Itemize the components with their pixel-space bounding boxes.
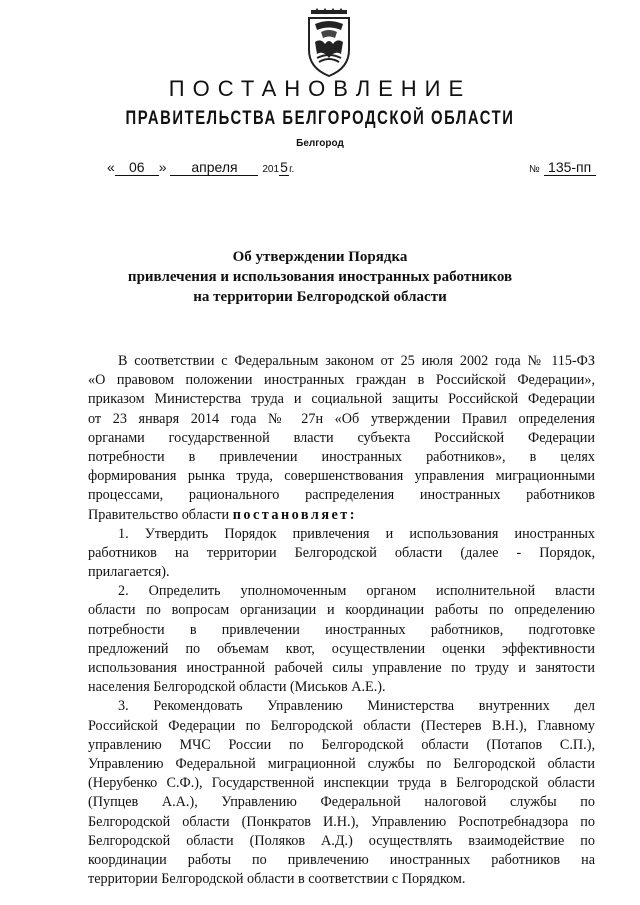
item-2-line: 2. Определить уполномоченным органом исполнительной власти [118, 583, 595, 600]
intro-paragraph-line: «О правовом положении иностранных граждан в Российской Федерации», [88, 372, 595, 389]
date-open-quote: « [107, 159, 115, 175]
date-day: 06 [115, 159, 159, 176]
intro-paragraph-line: процессами, рационального распределения иностранных работников [88, 487, 595, 504]
title-line: на территории Белгородской области [193, 289, 447, 305]
item-3-line: (Пупцев А.А.), Управлению Федеральной налоговой службы по [88, 794, 595, 811]
issuer-heading: ПРАВИТЕЛЬСТВА БЕЛГОРОДСКОЙ ОБЛАСТИ [125, 108, 515, 129]
item-2-line: использования иностранной рабочей силы управление по труду и занятости [88, 660, 595, 676]
item-1-line: 1. Утвердить Порядок привлечения и использования иностранных [118, 525, 595, 542]
coat-of-arms-icon [303, 8, 355, 80]
document-number [529, 159, 596, 176]
item-3-line: Белгородской области (Понкратов И.Н.), Управлению Роспотребнадзора по [88, 813, 595, 830]
title-line: Об утверждении Порядка [232, 249, 408, 265]
number-value: 135-пп [544, 159, 596, 176]
item-2-line: потребности в привлечении иностранных работников, подготовке [88, 621, 595, 638]
number-label: № [529, 164, 540, 175]
date-close-quote: » [158, 159, 167, 175]
date-line [107, 159, 294, 176]
intro-paragraph-line: органами государственной власти субъекта Российской Федерации [88, 429, 595, 446]
item-3-line: Российской Федерации по Белгородской области (Пестерев В.Н.), Главному [88, 717, 595, 734]
item-2-line: области по вопросам организации и координации работы по определению [88, 602, 595, 619]
intro-last-prefix: Правительство области [88, 506, 233, 523]
date-year-prefix: 201 [262, 164, 280, 175]
city-label: Белгород [296, 138, 344, 149]
document-title [100, 247, 540, 307]
intro-paragraph-line [88, 506, 595, 525]
item-2-line: населения Белгородской области (Миськов А.Е.). [88, 679, 386, 696]
intro-paragraph-line: приказом Министерства труда и социальной защиты Российской Федерации [88, 391, 595, 408]
item-3-line: координации работы по привлечению иностранных работников на [88, 851, 595, 868]
title-line: привлечения и использования иностранных работников [127, 269, 513, 285]
intro-paragraph-line: от 23 января 2014 года № 27н «Об утверждении Правил определения [88, 410, 595, 427]
date-year-digit: 5 [280, 159, 288, 175]
intro-paragraph-line: формирования рынка труда, совершенствования управления миграционными [88, 468, 595, 485]
date-month: апреля [170, 159, 258, 176]
item-3-line: Управлению Федеральной миграционной службы по Белгородской области [88, 755, 595, 772]
item-3-line: (Нерубенко С.Ф.), Государственной инспекции труда в Белгородской области [88, 775, 595, 792]
intro-paragraph-line: потребности в привлечении иностранных работников», в целях [88, 448, 595, 465]
item-1-line: работников на территории Белгородской области (далее - Порядок, [88, 544, 595, 561]
item-3-line: управлению МЧС России по Белгородской области (Потапов С.П.), [88, 736, 595, 753]
document-body [88, 352, 595, 889]
item-3-line: территории Белгородской области в соответствии с Порядком. [88, 871, 466, 888]
decree-word: постановляет: [232, 506, 358, 523]
item-3-line: Белгородской области (Поляков А.Д.) осуществлять взаимодействие по [88, 832, 595, 849]
item-3-line: 3. Рекомендовать Управлению Министерства внутренних дел [118, 698, 595, 715]
item-1-line: прилагается). [88, 564, 170, 581]
date-year-suffix: г. [289, 164, 295, 175]
document-type-heading: ПОСТАНОВЛЕНИЕ [168, 76, 472, 101]
intro-paragraph-line: В соответствии с Федеральным законом от 25 июля 2002 года № 115-ФЗ [118, 353, 595, 369]
item-2-line: предложений по объемам квот, осуществлении оценки эффективности [88, 640, 595, 657]
